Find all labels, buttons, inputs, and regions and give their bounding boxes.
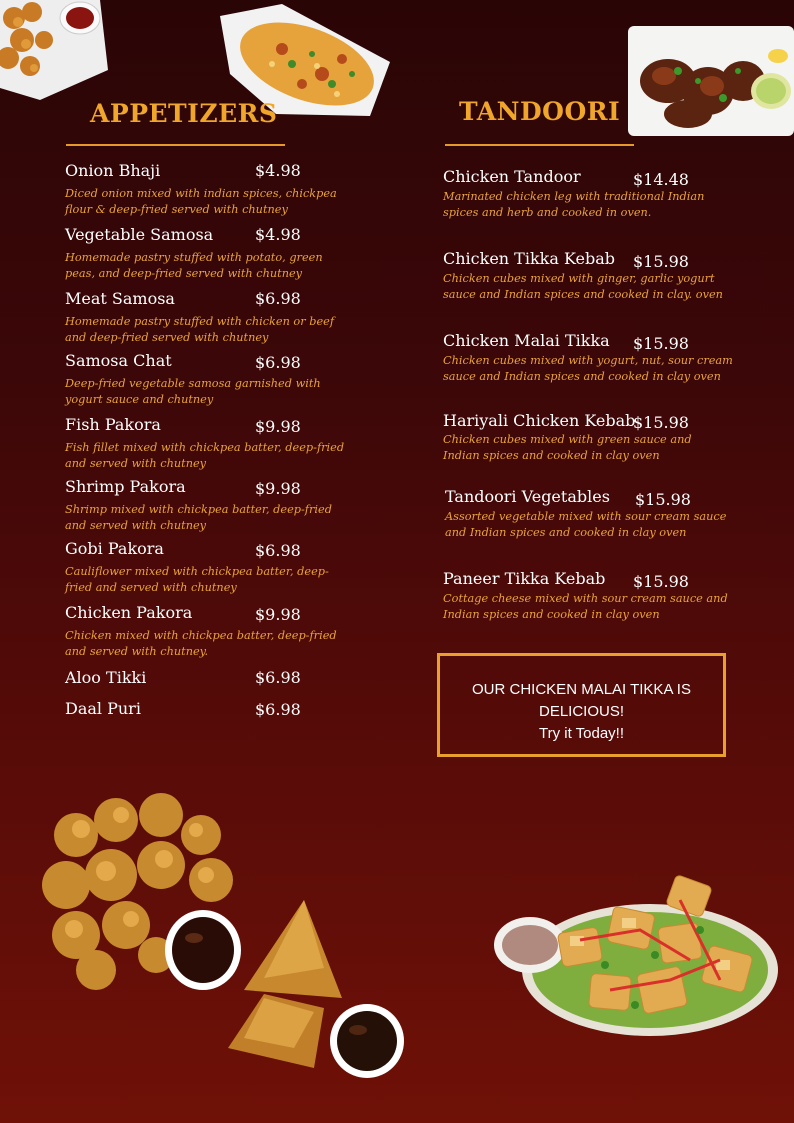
menu-item-name: Vegetable Samosa <box>65 225 214 244</box>
menu-item-description: Cauliflower mixed with chickpea batter, deep- fried and served with chutney <box>65 565 329 594</box>
menu-item-description: Assorted vegetable mixed with sour cream sauce and Indian spices and cooked in clay oven <box>445 510 727 539</box>
menu-item-name: Chicken Tikka Kebab <box>443 249 615 268</box>
menu-item-price: $6.98 <box>255 700 301 719</box>
menu-item-price: $14.48 <box>633 170 689 189</box>
pakora-plate-image <box>0 0 108 100</box>
menu-item-name: Chicken Malai Tikka <box>443 331 610 350</box>
menu-item-name: Chicken Pakora <box>65 603 193 622</box>
menu-item-description: Cottage cheese mixed with sour cream sauce and Indian spices and cooked in clay oven <box>443 592 728 621</box>
menu-item-price: $4.98 <box>255 225 301 244</box>
menu-item-name: Gobi Pakora <box>65 539 164 558</box>
menu-item-price: $6.98 <box>255 353 301 372</box>
paneer-tikka-image <box>490 870 784 1045</box>
menu-item-price: $6.98 <box>255 541 301 560</box>
menu-item-description: Diced onion mixed with indian spices, chickpea flour & deep-fried served with chutney <box>65 187 337 216</box>
menu-item-name: Aloo Tikki <box>65 668 147 687</box>
menu-item-name: Chicken Tandoor <box>443 167 581 186</box>
chutney-bowl-image <box>328 1002 406 1080</box>
promo-line: DELICIOUS! <box>538 703 625 720</box>
menu-item-price: $15.98 <box>633 572 689 591</box>
menu-item-name: Paneer Tikka Kebab <box>443 569 606 588</box>
tandoori-heading: TANDOORI <box>459 97 621 126</box>
promo-call-to-action: Try it Today!! <box>538 725 625 742</box>
menu-item-name: Onion Bhaji <box>65 161 161 180</box>
menu-item-price: $9.98 <box>255 417 301 436</box>
menu-item-description: Marinated chicken leg with traditional Indian spices and herb and cooked in oven. <box>443 190 705 219</box>
appetizers-heading: APPETIZERS <box>90 99 278 128</box>
menu-item-name: Fish Pakora <box>65 415 161 434</box>
menu-item-name: Tandoori Vegetables <box>445 487 610 506</box>
menu-item-name: Shrimp Pakora <box>65 477 186 496</box>
menu-item-name: Daal Puri <box>65 699 141 718</box>
menu-item-price: $4.98 <box>255 161 301 180</box>
menu-item-description: Homemade pastry stuffed with chicken or beef and deep-fried served with chutney <box>65 315 335 344</box>
menu-item-description: Chicken cubes mixed with ginger, garlic yogurt sauce and Indian spices and cooked in clay. oven <box>443 272 723 301</box>
menu-item-description: Shrimp mixed with chickpea batter, deep-fried and served with chutney <box>65 503 332 532</box>
menu-item-description: Chicken cubes mixed with green sauce and Indian spices and cooked in clay oven <box>443 433 692 462</box>
menu-item-description: Deep-fried vegetable samosa garnished with yogurt sauce and chutney <box>65 377 321 406</box>
tandoori-wings-image <box>628 26 794 138</box>
menu-item-price: $6.98 <box>255 668 301 687</box>
menu-item-price: $15.98 <box>635 490 691 509</box>
promo-line: OUR CHICKEN MALAI TIKKA IS <box>472 681 691 698</box>
menu-item-price: $6.98 <box>255 289 301 308</box>
menu-item-name: Meat Samosa <box>65 289 175 308</box>
menu-item-description: Chicken mixed with chickpea batter, deep-fried and served with chutney. <box>65 629 337 658</box>
promo-box <box>437 653 726 757</box>
menu-item-price: $9.98 <box>255 605 301 624</box>
menu-item-price: $15.98 <box>633 413 689 432</box>
tandoori-divider <box>445 144 634 146</box>
menu-item-name: Samosa Chat <box>65 351 172 370</box>
menu-item-name: Hariyali Chicken Kebab <box>443 411 636 430</box>
menu-item-description: Fish fillet mixed with chickpea batter, deep-fried and served with chutney <box>65 441 345 470</box>
menu-item-description: Chicken cubes mixed with yogurt, nut, sour cream sauce and Indian spices and cooked in clay oven <box>443 354 733 383</box>
menu-item-description: Homemade pastry stuffed with potato, green peas, and deep-fried served with chutney <box>65 251 323 280</box>
menu-item-price: $9.98 <box>255 479 301 498</box>
menu-item-price: $15.98 <box>633 334 689 353</box>
menu-item-price: $15.98 <box>633 252 689 271</box>
samosa-image <box>224 898 344 1070</box>
appetizers-divider <box>66 144 285 146</box>
